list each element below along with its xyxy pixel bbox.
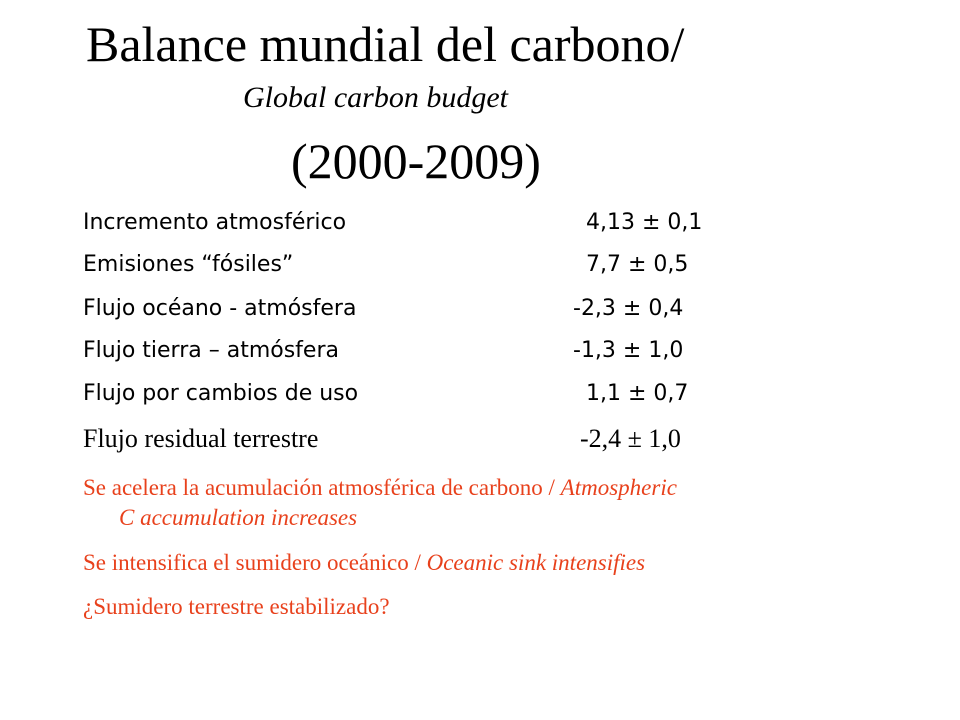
budget-row-atmospheric-increase xyxy=(83,203,903,243)
budget-row-residual-land-flux xyxy=(83,419,903,459)
budget-row-value: 1,1 ± 0,7 xyxy=(586,381,689,406)
budget-row-label: Incremento atmosférico xyxy=(83,210,347,235)
budget-row-value: 4,13 ± 0,1 xyxy=(586,210,703,235)
note-text-en: Atmospheric xyxy=(560,475,677,500)
budget-row-label: Emisiones “fósiles” xyxy=(83,252,294,277)
budget-row-label: Flujo residual terrestre xyxy=(83,424,319,453)
budget-row-label: Flujo por cambios de uso xyxy=(83,381,359,406)
note-text-es: Se acelera la acumulación atmosférica de carbono / xyxy=(83,475,561,500)
budget-row-land-use-change-flux xyxy=(83,374,903,414)
slide-title-period: (2000-2009) xyxy=(291,133,541,189)
budget-row-label: Flujo océano - atmósfera xyxy=(83,296,357,321)
note-land-sink-question xyxy=(83,592,390,622)
budget-row-value: 7,7 ± 0,5 xyxy=(586,252,689,277)
slide-subtitle-english: Global carbon budget xyxy=(243,81,508,114)
note-text-en: Oceanic sink intensifies xyxy=(426,550,646,575)
budget-row-land-atmosphere-flux xyxy=(83,331,903,371)
note-text-es: ¿Sumidero terrestre estabilizado? xyxy=(83,594,390,619)
budget-row-value: -1,3 ± 1,0 xyxy=(573,338,684,363)
budget-row-ocean-atmosphere-flux xyxy=(83,289,903,329)
note-text-en-continued: C accumulation increases xyxy=(119,505,358,530)
note-text-es: Se intensifica el sumidero oceánico / xyxy=(83,550,427,575)
note-ocean-sink xyxy=(83,548,645,578)
slide-title: Balance mundial del carbono/ xyxy=(86,16,685,72)
budget-row-label: Flujo tierra – atmósfera xyxy=(83,338,339,363)
note-atmospheric-accumulation xyxy=(83,473,923,533)
budget-row-value: -2,4 ± 1,0 xyxy=(580,424,681,453)
budget-row-value: -2,3 ± 0,4 xyxy=(573,296,684,321)
budget-row-fossil-emissions xyxy=(83,245,903,285)
